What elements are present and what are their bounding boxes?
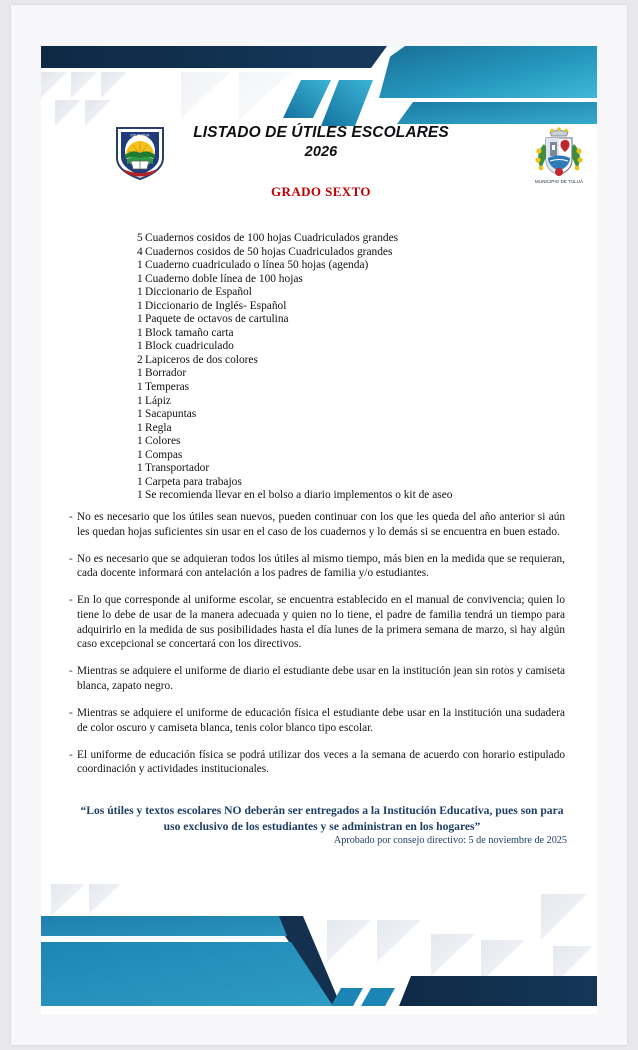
supply-quantity: 1 <box>137 340 143 353</box>
supply-quantity: 1 <box>137 299 143 312</box>
supply-quantity: 1 <box>137 475 143 488</box>
supply-row <box>41 273 597 287</box>
footer-blue-slab-upper <box>41 916 287 936</box>
supply-row <box>41 367 597 381</box>
supply-row <box>41 395 597 409</box>
supply-row <box>41 422 597 436</box>
supply-name: Cuaderno cuadriculado o línea 50 hojas (agenda) <box>145 259 369 272</box>
supply-quantity: 1 <box>137 259 143 272</box>
supply-row <box>41 300 597 314</box>
supply-quantity: 1 <box>137 489 143 502</box>
supply-name: Temperas <box>145 381 190 394</box>
title-zone <box>41 122 597 242</box>
supply-quantity: 1 <box>137 421 143 434</box>
supply-name: Cuaderno doble línea de 100 hojas <box>145 272 303 285</box>
note-text: El uniforme de educación física se podrá utilizar dos veces a la semana de acuerdo con horario estipulado coordinación y actividades institucionales. <box>77 748 565 776</box>
supply-quantity: 2 <box>137 353 143 366</box>
supply-quantity: 1 <box>137 272 143 285</box>
ghost-triangles-left <box>41 72 291 126</box>
note-bullet-dash: - <box>69 511 73 523</box>
supply-row <box>41 489 597 503</box>
note-bullet-dash: - <box>69 706 73 719</box>
supply-quantity: 1 <box>137 435 143 448</box>
supply-name: Cuadernos cosidos de 50 hojas Cuadriculados grandes <box>145 245 393 258</box>
supply-name: Borrador <box>145 367 187 380</box>
note-item <box>41 748 597 777</box>
supply-row <box>41 259 597 273</box>
supply-row <box>41 340 597 354</box>
supply-row <box>41 381 597 395</box>
approval-line: Aprobado por consejo directivo: 5 de noviembre de 2025 <box>333 835 567 846</box>
note-text: En lo que corresponde al uniforme escolar, se encuentra establecido en el manual de convivencia; quien lo tiene lo debe de usar de la manera adecuada y quien no lo tiene, el padre de familia tendrá un tiempo para adquirirlo en la medida de sus posibilidades hasta el día lunes de la primera semana de marzo, si hay algún caso excepcional se concertará con los directivos. <box>77 594 565 651</box>
municipality-crest-icon <box>528 124 590 186</box>
note-item <box>41 510 597 539</box>
footer-navy-bar <box>399 976 597 1006</box>
supply-name: Block cuadriculado <box>145 340 234 353</box>
supply-row <box>41 313 597 327</box>
footer-decoration <box>41 884 597 1014</box>
note-text: No es necesario que se adquieran todos los útiles al mismo tiempo, más bien en la medida que se requieran, cada docente informará con antelación a los padres de familia y/o estudiantes. <box>77 552 565 580</box>
note-text: Mientras se adquiere el uniforme de educación física el estudiante debe usar en la institución una sudadera de color oscuro y camiseta blanca, tenis color blanco tipo escolar. <box>77 706 565 734</box>
supply-quantity: 1 <box>137 286 143 299</box>
supply-name: Lapiceros de dos colores <box>145 353 258 366</box>
page-title <box>151 123 491 161</box>
note-bullet-dash: - <box>69 552 73 565</box>
supply-list <box>41 232 597 503</box>
supply-quantity: 1 <box>137 408 143 421</box>
header-navy-bar <box>41 46 387 68</box>
note-item <box>41 552 597 581</box>
note-item <box>41 593 597 651</box>
supply-name: Colores <box>145 435 181 448</box>
note-text: No es necesario que los útiles sean nuevos, pueden continuar con los que les queda del año anterior si aún les quedan hojas suficientes sin usar en el caso de los cuadernos y lo demás si se encuentra en buen estado. <box>77 511 565 538</box>
supply-name: Paquete de octavos de cartulina <box>145 313 289 326</box>
supply-name: Transportador <box>145 462 210 475</box>
supply-row <box>41 462 597 476</box>
supply-name: Sacapuntas <box>145 408 197 421</box>
supply-quantity: 1 <box>137 367 143 380</box>
supply-quantity: 1 <box>137 381 143 394</box>
notes-list <box>41 510 597 789</box>
supply-name: Diccionario de Inglés- Español <box>145 299 287 312</box>
closing-statement: “Los útiles y textos escolares NO deberán ser entregados a la Institución Educativa, pues son para uso exclusivo de los estudiantes y se administran en los hogares” <box>80 804 564 833</box>
supply-quantity: 1 <box>137 448 143 461</box>
note-text: Mientras se adquiere el uniforme de diario el estudiante debe usar en la institución jean sin rotos y camiseta blanca, zapato negro. <box>77 665 565 692</box>
header-decoration <box>41 46 597 126</box>
header-teal-band-upper <box>379 46 597 98</box>
note-bullet-dash: - <box>69 665 73 678</box>
supply-row <box>41 286 597 300</box>
supply-name: Diccionario de Español <box>145 286 252 299</box>
supply-quantity: 1 <box>137 326 143 339</box>
supply-quantity: 1 <box>137 394 143 407</box>
supply-quantity: 1 <box>137 462 143 475</box>
note-item <box>41 706 597 735</box>
supply-name: Lápiz <box>145 394 171 407</box>
supply-quantity: 4 <box>137 245 143 258</box>
supply-row <box>41 354 597 368</box>
note-bullet-dash: - <box>69 594 73 607</box>
supply-name: Cuadernos cosidos de 100 hojas Cuadriculados grandes <box>145 232 399 244</box>
supply-name: Se recomienda llevar en el bolso a diario implementos o kit de aseo <box>145 489 453 502</box>
supply-name: Carpeta para trabajos <box>145 475 242 488</box>
note-item <box>41 664 597 693</box>
supply-row <box>41 435 597 449</box>
supply-row <box>41 327 597 341</box>
supply-row <box>41 449 597 463</box>
supply-name: Compas <box>145 448 183 461</box>
supply-quantity: 1 <box>137 313 143 326</box>
supply-row <box>41 476 597 490</box>
supply-row <box>41 246 597 260</box>
header-teal-band-lower <box>397 102 597 124</box>
supply-name: Block tamaño carta <box>145 326 234 339</box>
municipality-crest-caption: MUNICIPIO DE TULUÁ <box>534 179 584 184</box>
footer-blue-slab-lower <box>41 942 333 1006</box>
supply-name: Regla <box>145 421 172 434</box>
supply-row <box>41 408 597 422</box>
svg-text:EDUCATIVA: EDUCATIVA <box>130 133 150 138</box>
note-bullet-dash: - <box>69 748 73 761</box>
title-year: 2026 <box>304 143 338 160</box>
document-body <box>41 46 597 1014</box>
title-line-1: LISTADO DE ÚTILES ESCOLARES <box>193 124 449 141</box>
grade-heading: GRADO SEXTO <box>271 184 371 199</box>
footer-chip-2 <box>361 988 395 1006</box>
closing-block <box>41 803 597 846</box>
supply-row <box>41 232 597 246</box>
supply-quantity: 5 <box>137 232 143 244</box>
